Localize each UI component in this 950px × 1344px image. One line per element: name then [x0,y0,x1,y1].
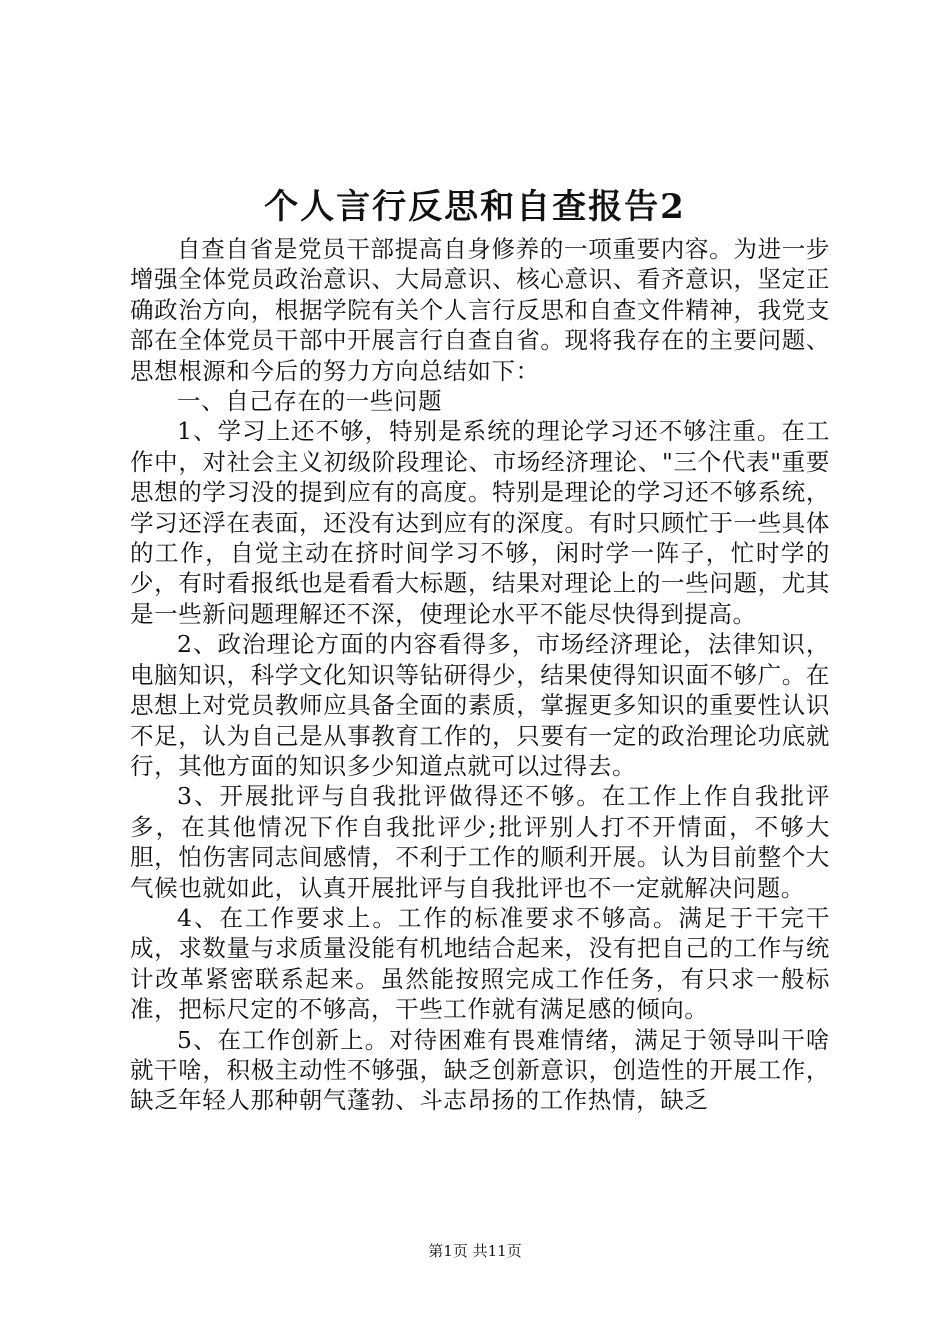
paragraph-item-3: 3、开展批评与自我批评做得还不够。在工作上作自我批评多，在其他情况下作自我批评少;批评别人打不开情面，不够大胆，怕伤害同志间感情，不利于工作的顺利开展。认为目前整个大气候也就如此，认真开展批评与自我批评也不一定就解决问题。 [130,782,830,902]
paragraph-item-5: 5、在工作创新上。对待困难有畏难情绪，满足于领导叫干啥就干啥，积极主动性不够强，缺乏创新意识，创造性的开展工作，缺乏年轻人那种朝气蓬勃、斗志昂扬的工作热情，缺乏 [130,1025,830,1115]
document-title: 个人言行反思和自查报告2 [264,187,686,227]
paragraph-item-4: 4、在工作要求上。工作的标准要求不够高。满足于干完干成，求数量与求质量没能有机地结合起来，没有把自己的工作与统计改革紧密联系起来。虽然能按照完成工作任务，有只求一般标准，把标尺定的不够高，干些工作就有满足感的倾向。 [130,903,830,1024]
document-body [130,234,830,1116]
paragraph-item-1: 1、学习上还不够，特别是系统的理论学习还不够注重。在工作中，对社会主义初级阶段理论、市场经济理论、"三个代表"重要思想的学习没的提到应有的高度。特别是理论的学习还不够系统，学习还浮在表面，还没有达到应有的深度。有时只顾忙于一些具体的工作，自觉主动在挤时间学习不够，闲时学一阵子，忙时学的少，有时看报纸也是看看大标题，结果对理论上的一些问题，尤其是一些新问题理解还不深，使理论水平不能尽快得到提高。 [130,417,830,628]
section-heading: 一、自己存在的一些问题 [177,387,443,416]
paragraph-item-2: 2、政治理论方面的内容看得多，市场经济理论，法律知识，电脑知识，科学文化知识等钻研得少，结果使得知识面不够广。在思想上对党员教师应具备全面的素质，掌握更多知识的重要性认识不足，认为自己是从事教育工作的，只要有一定的政治理论功底就行，其他方面的知识多少知道点就可以过得去。 [130,630,830,780]
paragraph-intro: 自查自省是党员干部提高自身修养的一项重要内容。为进一步增强全体党员政治意识、大局意识、核心意识、看齐意识，坚定正确政治方向，根据学院有关个人言行反思和自查文件精神，我党支部在全体党员干部中开展言行自查自省。现将我存在的主要问题、思想根源和今后的努力方向总结如下： [130,235,830,385]
page-footer: 第1页 共11页 [428,1242,522,1260]
